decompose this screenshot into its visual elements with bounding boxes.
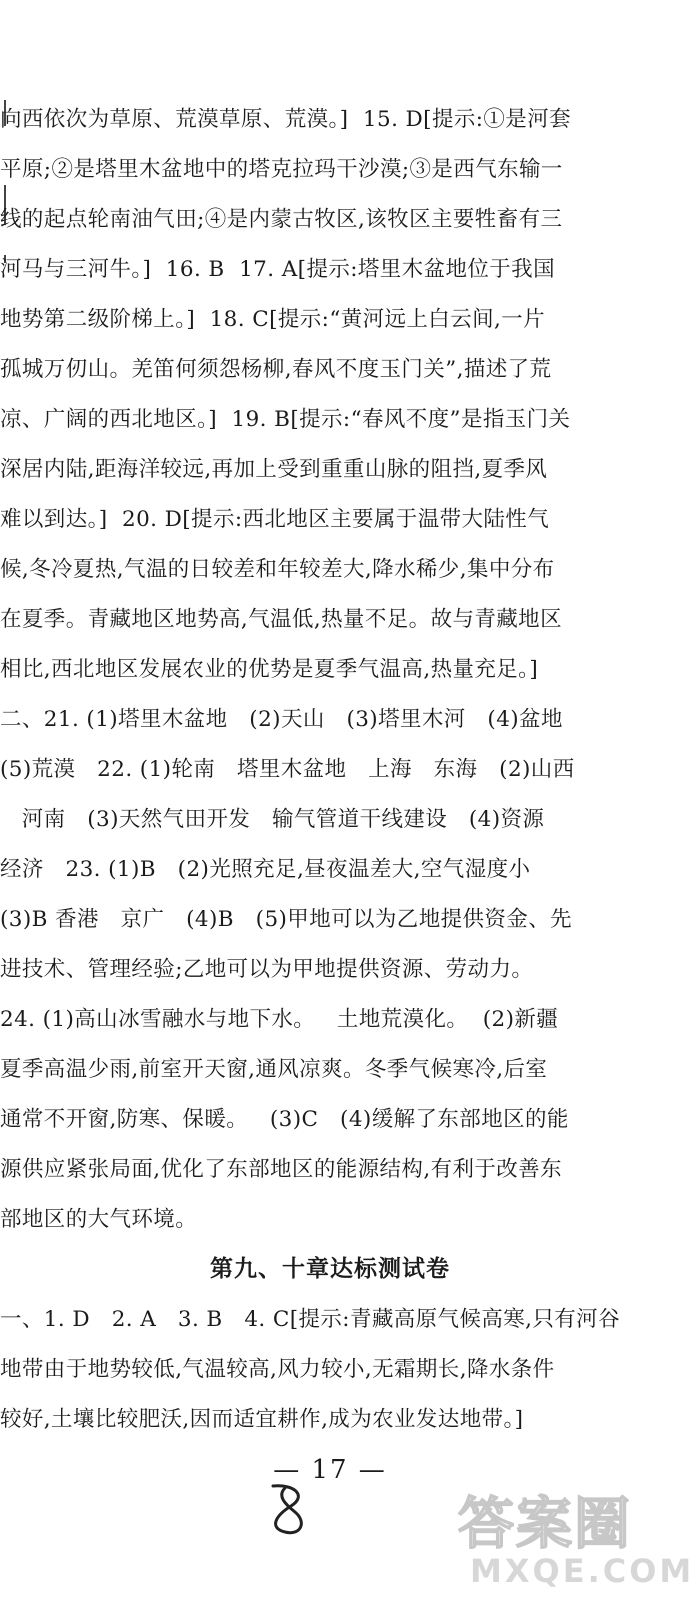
answer-line: (5)荒漠 22. (1)轮南 塔里木盆地 上海 东海 (2)山西 [0, 757, 575, 782]
answer-line: 地带由于地势较低,气温较高,风力较小,无霜期长,降水条件 [0, 1357, 555, 1382]
answer-line: 河南 (3)天然气田开发 输气管道干线建设 (4)资源 [0, 807, 545, 832]
answer-line: 通常不开窗,防寒、保暖。 (3)C (4)缓解了东部地区的能 [0, 1107, 569, 1132]
answer-line: 凉、广阔的西北地区。] 19. B[提示:“春风不度”是指玉门关 [0, 407, 571, 432]
answer-line: 候,冬冷夏热,气温的日较差和年较差大,降水稀少,集中分布 [0, 557, 555, 582]
answer-line: 相比,西北地区发展农业的优势是夏季气温高,热量充足。] [0, 657, 539, 682]
handwritten-scribble-icon [255, 1478, 325, 1538]
answer-line: 经济 23. (1)B (2)光照充足,昼夜温差大,空气湿度小 [0, 857, 531, 882]
answer-line: 地势第二级阶梯上。] 18. C[提示:“黄河远上白云间,一片 [0, 307, 546, 332]
answer-line: (3)B 香港 京广 (4)B (5)甲地可以为乙地提供资金、先 [0, 907, 573, 932]
answer-line: 二、21. (1)塔里木盆地 (2)天山 (3)塔里木河 (4)盆地 [0, 707, 563, 732]
watermark-logo [440, 1480, 694, 1595]
answer-line: 向西依次为草原、荒漠草原、荒漠。] 15. D[提示:①是河套 [0, 107, 572, 132]
section-title: 第九、十章达标测试卷 [210, 1255, 450, 1282]
answer-line: 一、1. D 2. A 3. B 4. C[提示:青藏高原气候高寒,只有河谷 [0, 1307, 620, 1332]
watermark-main-text: 答案圈 [458, 1492, 632, 1557]
answer-line: 孤城万仞山。羌笛何须怨杨柳,春风不度玉门关”,描述了荒 [0, 357, 552, 382]
answer-line: 部地区的大气环境。 [0, 1207, 198, 1232]
answer-line: 难以到达。] 20. D[提示:西北地区主要属于温带大陆性气 [0, 507, 550, 532]
watermark-url-text: MXQE.COM [470, 1552, 694, 1590]
page-number: — 17 — [273, 1455, 387, 1485]
answer-line: 24. (1)高山冰雪融水与地下水。 土地荒漠化。 (2)新疆 [0, 1007, 559, 1032]
answer-line: 线的起点轮南油气田;④是内蒙古牧区,该牧区主要牲畜有三 [0, 207, 563, 232]
answer-line: 源供应紧张局面,优化了东部地区的能源结构,有利于改善东 [0, 1157, 562, 1182]
answer-line: 在夏季。青藏地区地势高,气温低,热量不足。故与青藏地区 [0, 607, 562, 632]
answer-line: 深居内陆,距海洋较远,再加上受到重重山脉的阻挡,夏季风 [0, 457, 548, 482]
answer-line: 进技术、管理经验;乙地可以为甲地提供资源、劳动力。 [0, 957, 534, 982]
answer-line: 夏季高温少雨,前室开天窗,通风凉爽。冬季气候寒冷,后室 [0, 1057, 548, 1082]
answer-line: 较好,土壤比较肥沃,因而适宜耕作,成为农业发达地带。] [0, 1407, 524, 1432]
answer-line: 平原;②是塔里木盆地中的塔克拉玛干沙漠;③是西气东输一 [0, 157, 563, 182]
answer-line: 河马与三河牛。] 16. B 17. A[提示:塔里木盆地位于我国 [0, 257, 555, 282]
